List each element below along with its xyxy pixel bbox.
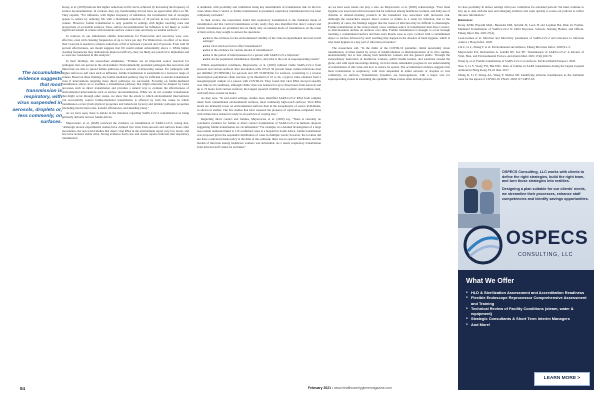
offers-list [466,290,590,327]
reference-item: Lin C, Li L, Zhang T, et al. Environmental surveillance. Emerg Microbes Infect. 2020;9:1-5. [458,44,571,49]
article-column-2 [197,6,321,151]
list-item: ■ what are the population transmission dynamics, and what is the role of superspreading events? [203,58,321,62]
reference-item: Xiao S, Li Y, Wong TW, Hui DSC. Role of fomites in SARS transmission during the largest hospital outbreak in Hong Kong. PLoS One. 2017. [458,64,584,72]
article-column-4 [458,6,584,83]
ospecs-logo [462,222,590,274]
pull-quote: The accumulated evidence suggests that most transmission is respiratory, with virus suspended in aerosols, droplets or, less commonly, on surfaces. [12,71,62,125]
paragraph: As we have seen, hands can play a role. As Meyerowitz, et al. (2020) acknowledge, "Poor hand hygiene was associated with increased risk for infection among healthcare workers, and daily use of chlorine or ethanol-cleaning products in the household was associated with decreased risk. Although the researchers suspect direct contact or fomite as a route for infection, due to the proximity of cases, the findings suggest that the routes of infection may be difficult to disentangle. Fomite transmission of the virus is likely a less common source of transmission than direct contact, as infectiousness decline on surfaces over time. Fomite transmission is thought to occur through touching a contaminated surface and then one's mouth, nose or eyes. Contact with a contaminated object or surface followed by such touching may happen in the absence of hand hygiene, which is why hand hygiene is a key part of infection prevention." [328,5,450,45]
paragraph: In their review, the researchers found that respiratory transmission is the dominant mode of transmission and that vertical transmission occurs rarely; they also identified that direct contact and fomite transmission are presumed but are likely only an unusual mode of transmission. At the onset of their review, they sought to answer the questions: [197,18,321,35]
article-column-3 [328,6,450,83]
ospecs-advertisement[interactable] [458,162,594,390]
offer-item: ■ Flexible Endoscope Reprocessor Comprehensive Assessment and Training [466,295,590,306]
paragraph: As they note, "In real-world settings, studies have identified SARS-CoV-2 RNA from samples taken from contaminated environmental surfaces, most commonly high-touch surfaces. Viral RNA levels are markedly lower on environmental surfaces than in the nasopharynx of source individuals, as shown in studies. The few studies that have assessed the presence of replication-competent virus with culture have isolated it rarely in air particles of varying size." [197,96,321,116]
reference-item: Meyerowitz EA, Richterman A, Gandhi RT, Sax PE. Transmission of SARS-CoV-2: A Review of Viral, Host, and Environmental Factors. Ann Intern Med. 2021;174(1):69-79. [458,50,584,58]
paragraph: In contrast, in our simulations similar interventions for Enterovirus and norovirus were cost-effective, even with cleaning frequencies of up to twice per day. For Rhinovirus, an effect of no more than 5 percent is needed to achieve reductions of fill of between 2 percent and 25 percent. Even with 50 percent effectiveness, our model suggests that fill would remain substantially above 1. While higher cleaning frequencies may demonstrate improved efficacy, they are likely not practical to implement and so were not considered in this analysis." [62,33,189,58]
list-item: ■ what viral and host factors affect transmission? [203,45,321,49]
issue-date: February 2021 [308,386,331,390]
reference-item: Leon-Gomez et al. Infection and Infectivity parameters of SARS-CoV-2 and relevance to infection control. J Hosp Infect. 2020. [458,35,584,44]
reference-item: Wang Q, et al. Fomite transmission of SARS-CoV-2 on surfaces. Environ Health Perspect. 2020. [458,59,576,63]
paragraph: in close proximity in indoor settings with poor ventilation for extended periods. We must continue to stay up to date with the new and emerging evidence and work quickly to revise our policies to reflect this new information." [458,5,584,17]
ad-intro: OSPECS Consulting, LLC works with clients to define the right strategies, build the right team, and turn those strategies into realities. [502,170,585,184]
site-url[interactable]: www.healthcarehygienemagazine.com [334,386,392,390]
list-item: ■ what is the evidence for various modes of transmission? [203,49,321,53]
ad-offers-panel [458,270,594,390]
paragraph: Regarding direct contact and fomites, Meyerowitz, et al. (2020) say, "There is currently no conclusive evidence for fomite or direct contact transmission of SARS-CoV-2 in humans. Reports suggesting fomite transmission are circumstantial." For example, in a detailed investigation of a large nosocomial outbreak linked to 119 confirmed cases at a hospital in South Africa, fomite transmission was proposed given the sequential distribution of cases in multiple wards; however, the location did not have a universal mask policy at the time of the outbreak, there was no special ventilation, and the burden of infection among healthcare workers was substantial. As a result, respiratory transmission from infected staff cannot be excluded." [197,117,321,149]
page-number: 84 [20,386,26,391]
paragraph: Meyerowitz, et al. (2020) reviewed the evidence on transmission of SARS-CoV-2, noting that, "Although several experimental studies have cultured live virus from aerosols and surfaces hours after inoculation, the real-world studies that detect viral RNA in the environment report very low levels, and few have isolated viable virus. Strong evidence from case and cluster reports indicates that respiratory transmission [62,120,189,141]
ad-body: Designing a plan suitable for our clients' needs, we streamline their processes, enhance staff competencies and identify savings opportunities. [502,187,589,201]
ospecs-globe-icon [462,224,504,266]
offer-item: ■ And More! [466,322,590,327]
offer-item: ■ HLD & Sterilization Assessment and Accreditation Readiness [466,290,590,295]
paragraph: is dominant, with proximity and ventilation being key determinants of transmission risk. In the few cases where direct contact or fomite transmission is presumed, respiratory transmission has not been completely excluded." [197,5,321,17]
paragraph: As we have seen, there is debate in the literature regarding SARS-CoV-2 contamination as being primarily airborne and not fomite-driven. [62,111,189,120]
learn-more-button[interactable]: LEARN MORE > [534,372,590,386]
reference-item: Kraay ANM, Hayashi MAL, Berendes DM, Sobolik JS, Leon JS and Lopman BA. Risk for Fomite-Mediated Transmission of SARS-CoV-2 in Child Daycares, Schools, Nursing Homes, and Offices. Emerg Infect Dis. 2021;27(4). [458,23,584,35]
ad-copy [502,170,590,201]
references-heading: References: [458,17,474,22]
paragraph: Kraay, et al. (2018) indicate that higher reductions in fill can be achieved by increasing the frequency of surface decontamination. In contrast, they say, handwashing did not have an appreciable effect on fill. They explain, "For influenza, with higher frequency of inhalation, the incremental risk of strategies appear to reduce by reducing fill, with a maximum reduction of 19 percent in low surface-contact venues. However, fomite transmission is only possible in settings with higher touching rates and proportions of accessible surfaces. Thus, surface decontamination for influenza is not likely to confer significant benefit in venues with moderate surface contact rates and many accessible surfaces." [62,5,189,33]
consultants-photo-icon [458,168,500,228]
reference-item: Zhang R, Li Y, Zhang AL, Wang Y, Molina MJ. Identifying airborne transmission as the dominant route for the spread of COVID-19. PNAS. 2020;117:14857-63. [458,73,584,81]
offers-title: What We Offer [466,278,515,285]
footer-issue: February 2021 • www.healthcarehygienemagazine.com [308,386,392,390]
logo-subtitle: CONSULTING, LLC [518,252,574,258]
offer-item: ■ Technical Review of Facility Conditions (steam, water & equipment) [466,306,590,317]
article-column-1 [62,6,189,143]
paragraph: In their findings, the researchers emphasize, "Fomites are an important source reservoir for pathogens that can persist in the environment. Environmentally persistent pathogens like norovirus and rhinovirus are able to spread fomite pathways in a network of interacting venues. For pathogens with higher surface-to-self rates such as influenza, fomite transmission is sustainable in a narrower range of venues. Based on these findings, the fomite-mediated pathway may be sufficient to sustain transmission even if interventions targeting more direct pathways are successful. Focusing on fomite-mediated transmission allows us to examine a transmission pathway that might otherwise be masked by faster processes such as direct transmission and provides a natural way to evaluate the effectiveness of environmental interventions such as surface decontamination. While we do not consider transmission that might occur through other routes, we show that the extent to which environmental interventions can successfully control fomite-mediated transmission is affected by both the venue in which transmission occurs (both physical properties and behavioral factors) and intrinsic pathogen properties (including inactivation rates, transfer efficiencies, and shedding rates)." [62,58,189,110]
list-item: ■ what is the evidence for the environmental viability of the virus in experimental and real-world settings? [203,37,321,45]
list-item: ■ what is the period of infectiousness for a person with SARS-CoV-2 infection? [203,54,321,58]
question-list [203,37,321,63]
logo-wordmark: OSPECS [506,228,589,249]
offer-item: ■ Strategic Consultants & Short Term Interim Managers [466,316,590,321]
paragraph: Within experimental conditions, Meyerowitz, et al. (2020) cultured viable SARS-CoV-2 from aerosols and various surfaces after inoculation with 105.25 50 percent tissue culture infectious dose per milliliter (TCID50/mL) for aerosols and 105 TCID50/mL for surfaces, correlating to a reverse transcription polymerase chain reaction cycle threshold of 22 to 24, a typical value obtained from a nasopharyngeal sample of a person with COVID-19. They found that viral RNA decayed steadily over time in all conditions, although viable virus was isolated for up to three hours from aerosols and up to 72 hours from various surfaces; the longest reported viability was on plastic and stainless steel, with half-lives around six hours. [197,63,321,95]
paragraph: The researchers add, "In the midst of the COVID-19 pandemic, initial uncertainty about transmission, at times fueled by waves of misinformation or misinterpretation of in vitro studies, understandably led to fear among both healthcare workers and the general public. Through the extraordinary dedication of healthcare workers, public health leaders, and scientists around the globe, and with rapid knowledge sharing, we have made remarkable progress in our understanding of transmission of this virus and how to reduce its spread. The accumulated evidence suggests that most transmission is respiratory, with virus suspended in either aerosols or droplets or, less commonly, on surfaces. Transmission dynamics are heterogeneous, with a major role for superspreading events in sustaining the epidemic. These events often include persons [328,45,450,81]
